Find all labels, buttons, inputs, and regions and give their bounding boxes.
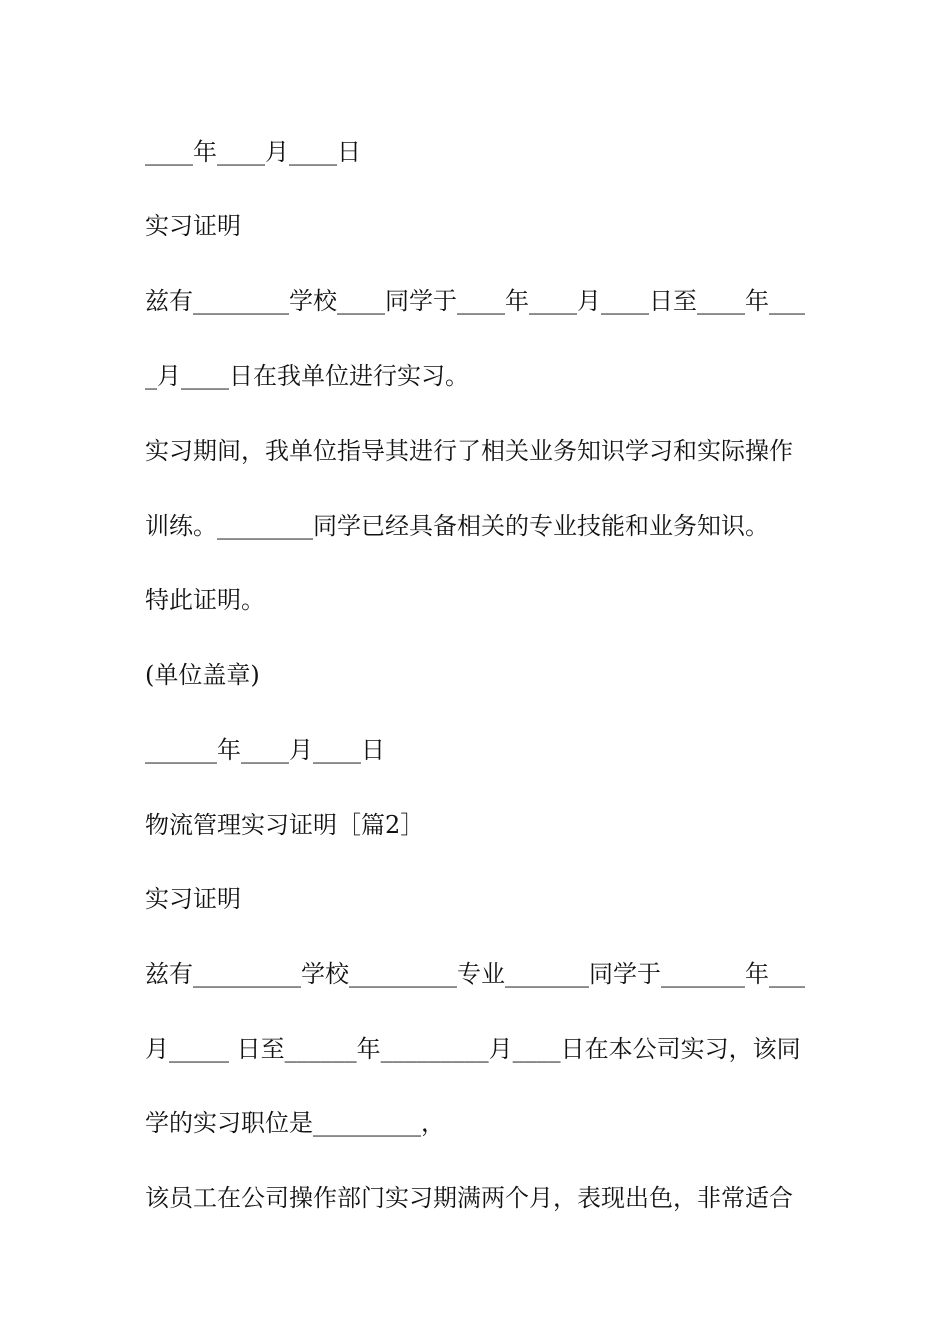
body-line: 实习期间，我单位指导其进行了相关业务知识学习和实际操作	[145, 437, 793, 465]
body-line: 兹有_________学校_________专业_______同学于_______年___	[145, 960, 805, 988]
body-line: 月_____ 日至______年_________月____日在本公司实习，该同	[145, 1035, 801, 1063]
body-line: 学的实习职位是_________，	[145, 1109, 445, 1137]
body-line: 该员工在公司操作部门实习期满两个月，表现出色，非常适合	[145, 1184, 793, 1212]
date-line: ______年____月____日	[145, 736, 385, 764]
body-line: 特此证明。	[145, 586, 265, 614]
body-line: 兹有________学校____同学于____年____月____日至____年___	[145, 287, 805, 315]
body-line: 训练。________同学已经具备相关的专业技能和业务知识。	[145, 512, 769, 540]
seal-line: (单位盖章)	[145, 661, 260, 689]
section-heading: 实习证明	[145, 885, 241, 913]
body-line: _月____日在我单位进行实习。	[145, 362, 469, 390]
section-heading: 实习证明	[145, 212, 241, 240]
date-line: ____年____月____日	[145, 138, 361, 166]
section-title: 物流管理实习证明［篇2］	[145, 811, 425, 839]
